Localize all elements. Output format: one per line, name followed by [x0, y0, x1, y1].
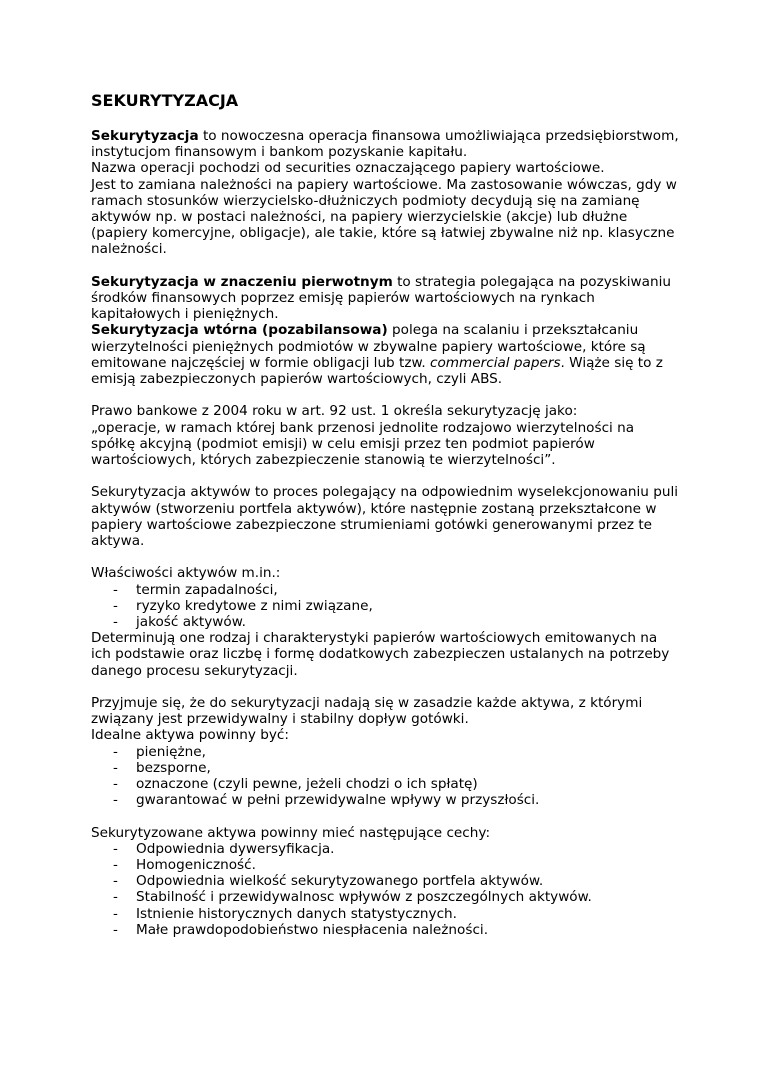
spacer — [91, 549, 681, 565]
properties-heading: Właściwości aktywów m.in.: — [91, 565, 281, 582]
spacer — [91, 679, 681, 695]
intro-name-origin: Nazwa operacji pochodzi od securities oznaczającego papiery wartościowe. — [91, 160, 605, 177]
properties-list — [91, 582, 681, 631]
secondary-term: Sekurytyzacja wtórna (pozabilansowa) — [91, 322, 388, 339]
document-page — [91, 91, 681, 938]
secondary-paragraph — [91, 322, 681, 387]
features-list — [91, 841, 681, 938]
law-intro: Prawo bankowe z 2004 roku w art. 92 ust. 1 określa sekurytyzację jako: — [91, 403, 578, 420]
document-title: SEKURYTYZACJA — [91, 91, 239, 110]
ideal-assets-heading: Idealne aktywa powinny być: — [91, 727, 289, 744]
intro-text: to nowoczesna operacja finansowa umożliwiająca przedsiębiorstwom, instytucjom finansowym i bankom pozyskanie kapitału. — [91, 128, 679, 161]
features-heading: Sekurytyzowane aktywa powinny mieć następujące cechy: — [91, 824, 491, 841]
list-item: - bezsporne, — [91, 760, 681, 776]
spacer — [91, 387, 681, 403]
assumption-paragraph: Przyjmuje się, że do sekurytyzacji nadają się w zasadzie każde aktywa, z którymi związany jest przewidywalny i stabilny dopływ gotówki. — [91, 695, 643, 728]
list-item: - termin zapadalności, — [91, 582, 681, 598]
secondary-text-before: polega na scalaniu i przekształcaniu wierzytelności pieniężnych podmiotów w zbywalne papiery wartościowe, które są emitowane najczęściej w formie obligacji lub tzw. — [91, 322, 646, 371]
primary-text: to strategia polegająca na pozyskiwaniu środków finansowych poprzez emisję papierów wartościowych na rynkach kapitałowych i pieniężnych. — [91, 273, 671, 323]
list-item: - Odpowiednia dywersyfikacja. — [91, 841, 681, 857]
properties-after: Determinują one rodzaj i charakterystyki papierów wartościowych emitowanych na ich podstawie oraz liczbę i formę dodatkowych zabezpieczen ustalanych na potrzeby danego procesu sekurytyzacji. — [91, 630, 670, 679]
law-quote: „operacje, w ramach której bank przenosi jednolite rodzajowo wierzytelności na spółkę akcyjną (podmiot emisji) w celu emisji przez ten podmiot papierów wartościowych, których zabezpieczenie stanowią te wierzytelności”. — [91, 419, 635, 469]
list-item: - Homogeniczność. — [91, 857, 681, 873]
list-item: - ryzyko kredytowe z nimi związane, — [91, 598, 681, 614]
list-item: - oznaczone (czyli pewne, jeżeli chodzi o ich spłatę) — [91, 776, 681, 792]
secondary-text-after: . Wiąże się to z emisją zabezpieczonych papierów wartościowych, czyli ABS. — [91, 354, 663, 388]
list-item: - Stabilność i przewidywalnosc wpływów z poszczególnych aktywów. — [91, 889, 681, 905]
list-item: - Odpowiednia wielkość sekurytyzowanego portfela aktywów. — [91, 873, 681, 889]
spacer — [91, 808, 681, 824]
list-item: - pieniężne, — [91, 744, 681, 760]
list-item: - jakość aktywów. — [91, 614, 681, 630]
primary-term: Sekurytyzacja w znaczeniu pierwotnym — [91, 273, 393, 290]
asset-securitization-paragraph: Sekurytyzacja aktywów to proces polegający na odpowiednim wyselekcjonowaniu puli aktywów (stworzeniu portfela aktywów), które następnie zostaną przekształcone w papiery wartościowe zabezpieczone strumieniami gotówki generowanymi przez te aktywa. — [91, 484, 679, 550]
intro-definition: Jest to zamiana należności na papiery wartościowe. Ma zastosowanie wówczas, gdy w ramach stosunków wierzycielsko-dłużniczych podmioty decydują się na zamianę aktywów np. w postaci należności, na papiery wierzycielskie (akcje) lub dłużne (papiery komercyjne, obligacje), ale takie, które są łatwiej zbywalne niż np. klasyczne należności. — [91, 176, 677, 258]
spacer — [91, 468, 681, 484]
primary-paragraph — [91, 274, 681, 323]
ideal-assets-list — [91, 744, 681, 809]
list-item: - Istnienie historycznych danych statystycznych. — [91, 906, 681, 922]
intro-term: Sekurytyzacja — [91, 128, 199, 144]
list-item: - Małe prawdopodobieństwo niespłacenia należności. — [91, 922, 681, 938]
secondary-italic-term: commercial papers — [430, 354, 561, 371]
spacer — [91, 258, 681, 274]
list-item: - gwarantować w pełni przewidywalne wpływy w przyszłości. — [91, 792, 681, 808]
intro-paragraph — [91, 128, 681, 160]
